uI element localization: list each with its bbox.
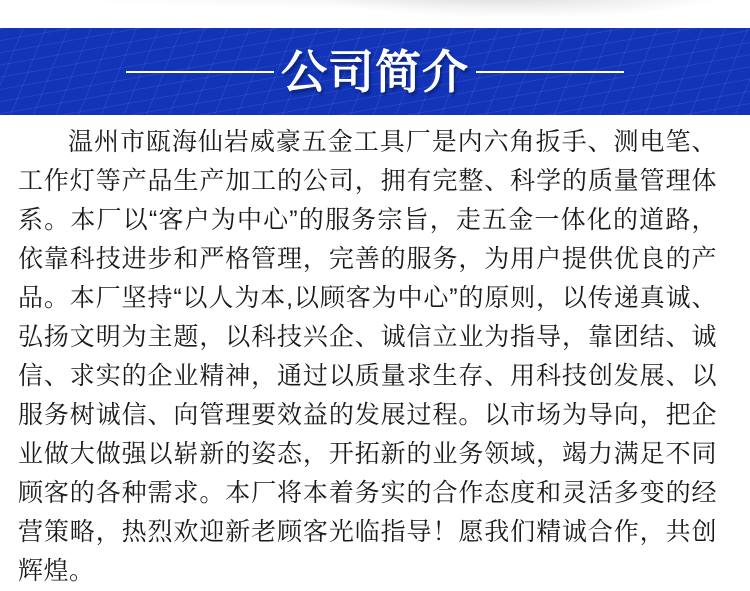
section-header-banner	[0, 28, 750, 115]
title-left-rule	[126, 71, 274, 73]
title-right-rule	[476, 71, 624, 73]
top-shadow	[0, 0, 750, 30]
company-description: 温州市瓯海仙岩威豪五金工具厂是内六角扳手、测电笔、工作灯等产品生产加工的公司，拥有完整、科学的质量管理体系。本厂以“客户为中心”的服务宗旨，走五金一体化的道路，依靠科技进步和严格管理，完善的服务，为用户提供优良的产品。本厂坚持“以人为本,以顾客为中心”的原则，以传递真诚、弘扬文明为主题，以科技兴企、诚信立业为指导，靠团结、诚信、求实的企业精神，通过以质量求生存、用科技创发展、以服务树诚信、向管理要效益的发展过程。以市场为导向，把企业做大做强以崭新的姿态，开拓新的业务领域，竭力满足不同顾客的各种需求。本厂将本着务实的合作态度和灵活多变的经营策略，热烈欢迎新老顾客光临指导！愿我们精诚合作，共创辉煌。	[18, 128, 717, 585]
page-title: 公司简介	[281, 45, 469, 98]
section-header-inner	[0, 45, 750, 98]
